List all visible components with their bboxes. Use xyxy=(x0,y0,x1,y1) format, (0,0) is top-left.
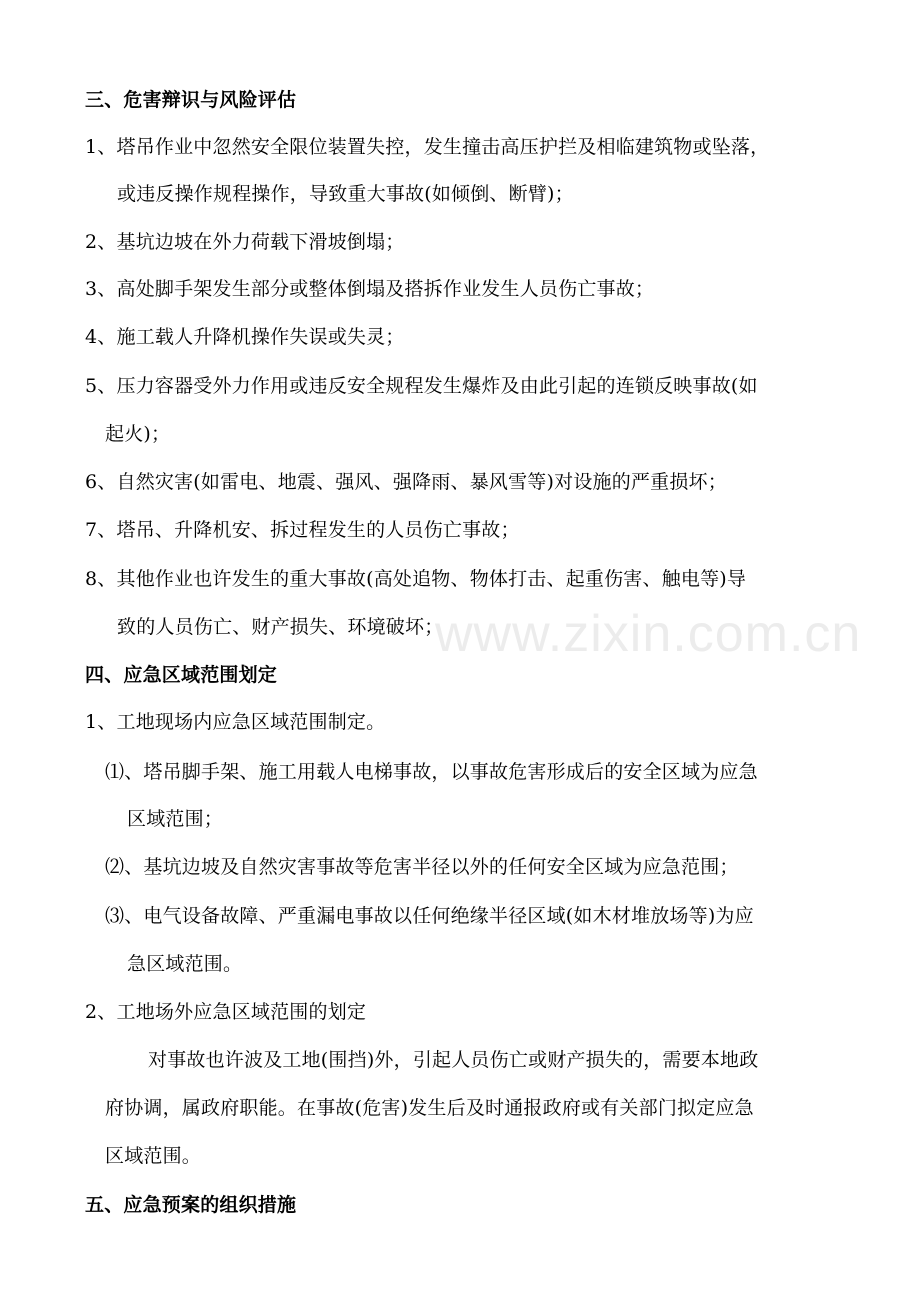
section-3-item-5-line-2: 起火)； xyxy=(105,423,171,445)
section-4-paragraph-line-1: 对事故也许波及工地(围挡)外，引起人员伤亡或财产损失的，需要本地政 xyxy=(148,1049,759,1071)
section-3-item-2: 2、基坑边坡在外力荷载下滑坡倒塌； xyxy=(85,231,405,253)
section-5-heading: 五、应急预案的组织措施 xyxy=(85,1194,297,1216)
watermark-text: www.zixin.com.cn xyxy=(435,605,862,663)
section-3-item-1-line-1: 1、塔吊作业中忽然安全限位装置失控，发生撞击高压护拦及相临建筑物或坠落， xyxy=(85,136,770,158)
section-3-item-8-line-1: 8、其他作业也许发生的重大事故(高处追物、物体打击、起重伤害、触电等)导 xyxy=(85,568,747,590)
section-4-sub-1-line-2: 区域范围； xyxy=(127,808,224,830)
section-3-item-6: 6、自然灾害(如雷电、地震、强风、强降雨、暴风雪等)对设施的严重损坏； xyxy=(85,471,727,493)
section-4-paragraph-line-3: 区域范围。 xyxy=(105,1145,202,1167)
section-4-sub-3-line-1: ⑶、电气设备故障、严重漏电事故以任何绝缘半径区域(如木材堆放场等)为应 xyxy=(105,905,754,927)
section-3-item-3: 3、高处脚手架发生部分或整体倒塌及搭拆作业发生人员伤亡事故； xyxy=(85,278,655,300)
section-4-item-1: 1、工地现场内应急区域范围制定。 xyxy=(85,711,386,733)
section-3-item-4: 4、施工载人升降机操作失误或失灵； xyxy=(85,326,405,348)
section-3-heading: 三、危害辩识与风险评估 xyxy=(85,89,297,111)
section-3-item-8-line-2: 致的人员伤亡、财产损失、环境破坏； xyxy=(117,616,444,638)
section-3-item-5-line-1: 5、压力容器受外力作用或违反安全规程发生爆炸及由此引起的连锁反映事故(如 xyxy=(85,375,758,397)
section-4-sub-3-line-2: 急区域范围。 xyxy=(127,953,243,975)
section-4-sub-1-line-1: ⑴、塔吊脚手架、施工用载人电梯事故，以事故危害形成后的安全区域为应急 xyxy=(105,761,758,783)
section-4-item-2: 2、工地场外应急区域范围的划定 xyxy=(85,1001,367,1023)
section-3-item-1-line-2: 或违反操作规程操作，导致重大事故(如倾倒、断臂)； xyxy=(117,183,574,205)
section-4-sub-2: ⑵、基坑边坡及自然灾害事故等危害半径以外的任何安全区域为应急范围； xyxy=(105,856,739,878)
section-4-heading: 四、应急区域范围划定 xyxy=(85,664,278,686)
section-4-paragraph-line-2: 府协调，属政府职能。在事故(危害)发生后及时通报政府或有关部门拟定应急 xyxy=(105,1097,754,1119)
section-3-item-7: 7、塔吊、升降机安、拆过程发生的人员伤亡事故； xyxy=(85,519,520,541)
